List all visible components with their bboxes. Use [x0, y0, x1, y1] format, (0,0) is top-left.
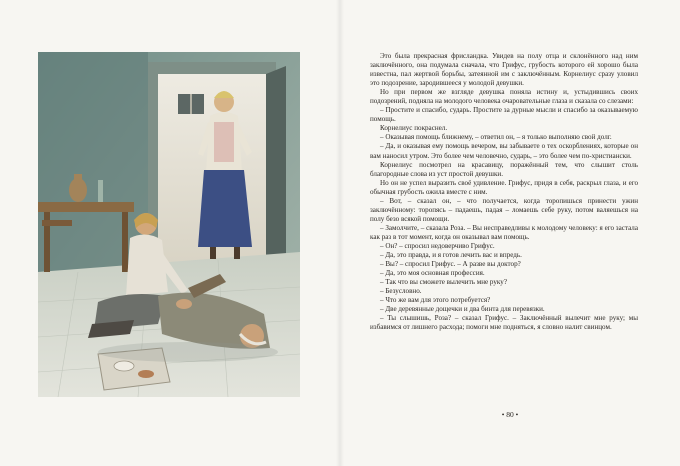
paragraph: – Ты слышишь, Роза? – сказал Грифус. – Заключённый вылечит мне руку; мы избавимся от лишнего расхода; помоги мне подняться, я словно налит свинцом. [370, 314, 638, 332]
paragraph: Корнелиус покраснел. [380, 124, 448, 133]
text-block [370, 52, 638, 332]
paragraph: – Безусловно. [380, 287, 422, 296]
paragraph: Но он не успел выразить своё удивление. Грифус, придя в себя, раскрыл глаза, и его обычная грубость ожила вместе с ним. [370, 178, 638, 196]
paragraph: – Вот, – сказал он, – что получается, когда торопишься принести ужин заключённому: торопясь – падаешь, падая – ломаешь себе руку, потом валяешься на полу безо всякой помощи. [370, 196, 638, 223]
paragraph: – Он? – спросил недоверчиво Грифус. [380, 241, 495, 250]
paragraph: – Оказывая помощь ближнему, – ответил он, – я только выполняю свой долг. [380, 133, 612, 142]
paragraph: – Да, и оказывая ему помощь вечером, вы забываете о тех оскорблениях, которые он вам наносил утром. Это более чем человечно, сударь, – это более чем по-христиански. [370, 142, 638, 160]
paragraph: – Две деревянные дощечки и два бинта для перевязки. [380, 305, 545, 314]
page-number: • 80 • [501, 410, 519, 419]
paragraph: Это была прекрасная фрисландка. Увидев на полу отца и склонённого над ним заключённого, она подумала сначала, что Грифус, грубость которого ей хорошо была известна, пал жертвой борьбы, затеянной им с заключённым. Корнелиус сразу уловил это подозрение, зародившееся у молодой девушки. [370, 52, 638, 88]
paragraph: – Да, это моя основная профессия. [380, 269, 485, 278]
paragraph: – Так что вы сможете вылечить мне руку? [380, 278, 507, 287]
illustration-painting [38, 52, 300, 397]
paragraph: – Простите и спасибо, сударь. Простите за дурные мысли и спасибо за оказываемую помощь. [370, 106, 638, 124]
paragraph: – Вы? – спросил Грифус. – А разве вы доктор? [380, 260, 521, 269]
paragraph: – Замолчите, – сказала Роза. – Вы несправедливы к молодому человеку: я его застала как раз в тот момент, когда он оказывал вам помощь. [370, 223, 638, 241]
illustration [38, 52, 300, 397]
paragraph: – Что же вам для этого потребуется? [380, 296, 491, 305]
paragraph: – Да, это правда, и я готов лечить вас и впредь. [380, 251, 522, 260]
paragraph: Но при первом же взгляде девушка поняла истину и, устыдившись своих подозрений, подняла на молодого человека очаровательные глаза и сказала со слезами: [370, 88, 638, 106]
right-page [340, 0, 680, 466]
paragraph: Корнелиус посмотрел на красавицу, поражённый тем, что слышит столь благородные слова из уст простой девушки. [370, 160, 638, 178]
